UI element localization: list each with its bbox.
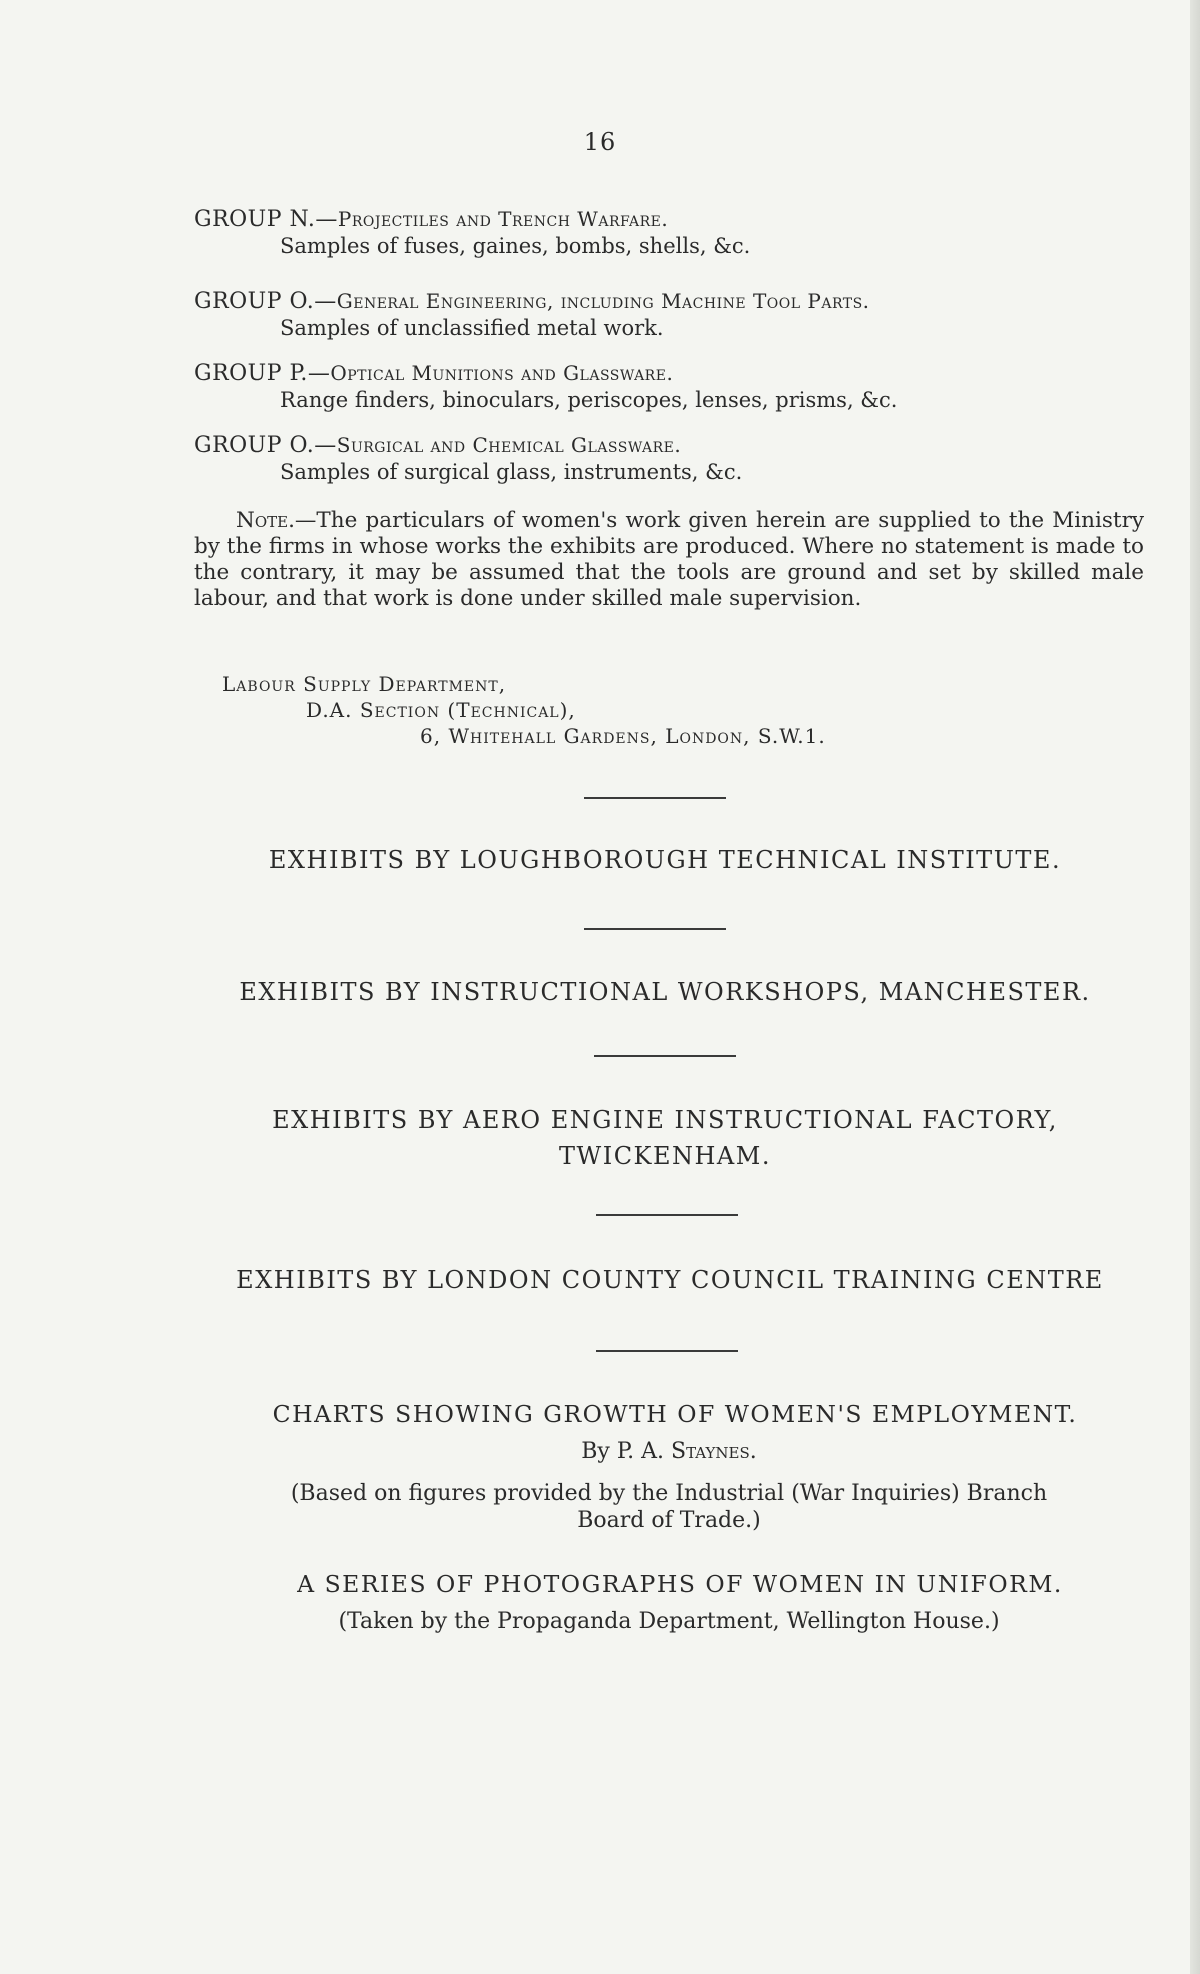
divider-rule [594,1055,736,1057]
signature-line-2: D.A. Section (Technical), [306,698,576,722]
group-o-surgical [194,432,742,485]
photos-credit: (Taken by the Propaganda Department, Wellington House.) [338,1609,1000,1634]
group-title: Optical Munitions and Glassware. [330,361,674,385]
signature-line-1: Labour Supply Department, [222,672,507,696]
byline-prefix: By [581,1439,610,1464]
group-label: GROUP N. [194,207,316,232]
charts-byline [194,1438,1144,1465]
note-paragraph: Note.—The particulars of women's work given herein are supplied to the Ministry by the firms in whose works the exhibits are produced. Where no statement is made to the contrary, it may be assumed that the tools are ground and set by skilled male labour, and that work is done under skilled male supervision. [194,508,1144,611]
note-label: Note. [236,508,295,533]
photos-title: A SERIES OF PHOTOGRAPHS OF WOMEN IN UNIFORM. [297,1570,1063,1598]
chart-author: P. A. Staynes. [616,1439,757,1464]
exhibit-line: TWICKENHAM. [559,1142,771,1170]
divider-rule [596,1350,738,1352]
group-o-engineering [194,288,870,341]
group-p [194,360,897,413]
exhibit-line: EXHIBITS BY AERO ENGINE INSTRUCTIONAL FACTORY, [272,1106,1058,1134]
group-description: Range finders, binoculars, periscopes, lenses, prisms, &c. [280,388,898,412]
group-description: Samples of unclassified metal work. [280,316,664,340]
charts-basis-line-1: (Based on figures provided by the Industrial (War Inquiries) Branch [290,1481,1048,1506]
group-title: Projectiles and Trench Warfare. [337,207,669,231]
group-heading: GROUP N.—Projectiles and Trench Warfare. [194,207,669,232]
page-number: 16 [583,128,617,156]
group-title: General Engineering, including Machine Tool Parts. [336,289,870,313]
signature-line-3: 6, Whitehall Gardens, London, S.W.1. [420,724,826,748]
group-title: Surgical and Chemical Glassware. [336,433,682,457]
group-label: GROUP P. [194,361,308,386]
group-label: GROUP O. [194,289,315,314]
exhibit-manchester: EXHIBITS BY INSTRUCTIONAL WORKSHOPS, MANCHESTER. [239,978,1091,1006]
charts-title: CHARTS SHOWING GROWTH OF WOMEN'S EMPLOYMENT. [272,1400,1078,1428]
note-text: The particulars of women's work given herein are supplied to the Ministry by the firms in whose works the exhibits are produced. Where no statement is made to the contrary, it may be assumed that the tools are ground and set by skilled male labour, and that work is done under skilled male supervision. [194,508,1144,611]
group-label: GROUP O. [194,433,315,458]
exhibit-lcc: EXHIBITS BY LONDON COUNTY COUNCIL TRAINING CENTRE [236,1266,1104,1294]
group-n [194,206,750,259]
divider-rule [584,797,726,799]
divider-rule [596,1214,738,1216]
group-description: Samples of surgical glass, instruments, &c. [280,460,743,484]
exhibit-loughborough: EXHIBITS BY LOUGHBOROUGH TECHNICAL INSTITUTE. [268,846,1062,874]
divider-rule [584,928,726,930]
page-edge [1190,0,1200,1974]
group-heading: GROUP P.—Optical Munitions and Glassware. [194,361,674,386]
group-heading: GROUP O.—Surgical and Chemical Glassware. [194,433,682,458]
charts-basis-line-2: Board of Trade.) [577,1508,761,1533]
group-heading: GROUP O.—General Engineering, including Machine Tool Parts. [194,289,870,314]
group-description: Samples of fuses, gaines, bombs, shells, &c. [280,234,751,258]
exhibit-twickenham [190,1102,1140,1174]
